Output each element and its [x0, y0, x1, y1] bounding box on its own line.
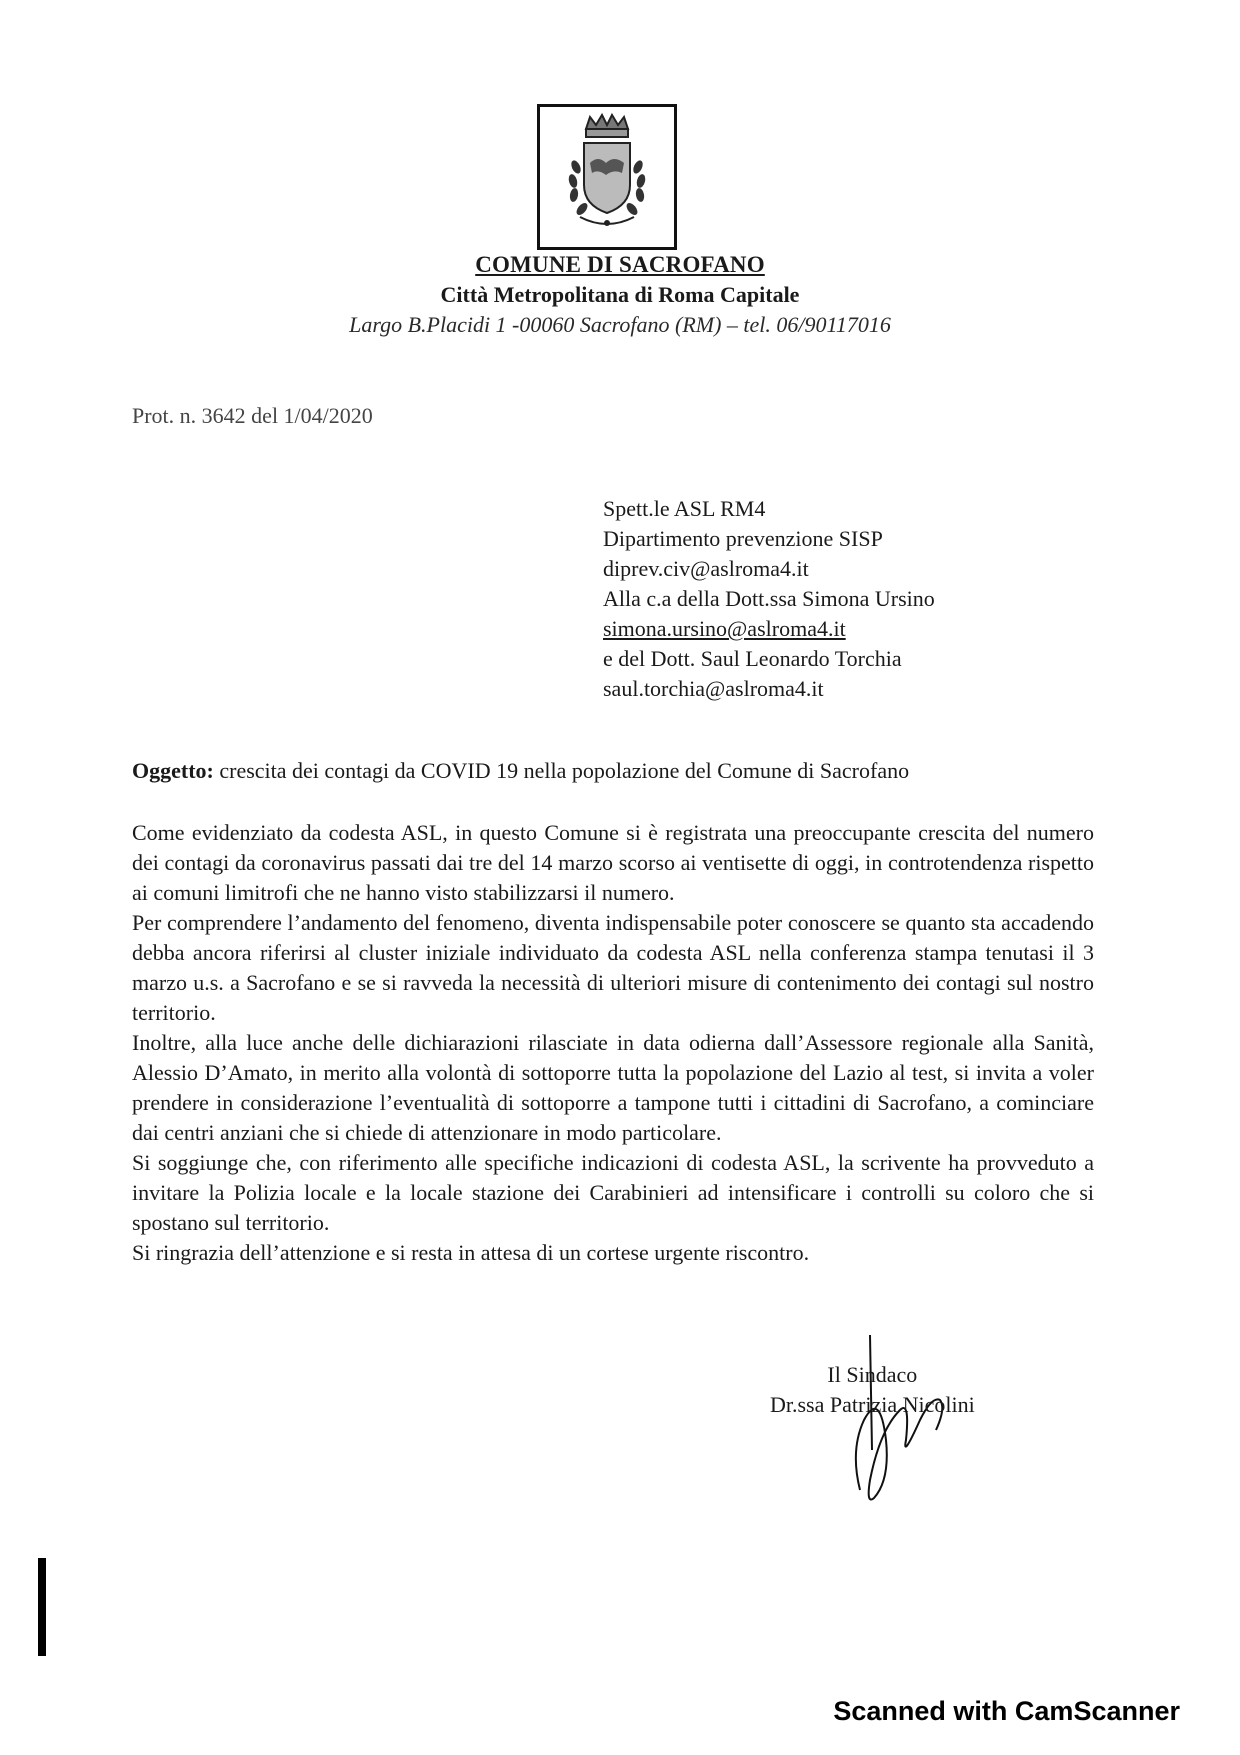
protocol-number: Prot. n. 3642 del 1/04/2020 — [132, 403, 373, 428]
body-paragraph: Si soggiunge che, con riferimento alle specifiche indicazioni di codesta ASL, la scrivente ha provveduto a invitare la Polizia locale e la locale stazione dei Carabinieri ad intensificare i controlli su coloro che si spostano sul territorio. — [132, 1150, 1094, 1235]
recipient-line: Dipartimento prevenzione SISP — [603, 526, 883, 551]
signature-block — [770, 1360, 975, 1420]
recipient-email[interactable]: saul.torchia@aslroma4.it — [603, 676, 824, 701]
crest-frame — [537, 104, 677, 250]
body-paragraph: Per comprendere l’andamento del fenomeno, diventa indispensabile poter conoscere se quanto sta accadendo debba ancora riferirsi al cluster iniziale individuato da codesta ASL nella conferenza stampa tenutasi il 3 marzo u.s. a Sacrofano e se si ravveda la necessità di ulteriori misure di contenimento dei contagi sul nostro territorio. — [132, 910, 1094, 1025]
subject-text: crescita dei contagi da COVID 19 nella popolazione del Comune di Sacrofano — [219, 758, 910, 783]
letter-body — [132, 818, 1094, 1268]
scan-margin-mark — [38, 1558, 46, 1656]
signature-name: Dr.ssa Patrizia Nicolini — [770, 1392, 975, 1417]
body-paragraph: Inoltre, alla luce anche delle dichiarazioni rilasciate in data odierna dall’Assessore regionale alla Sanità, Alessio D’Amato, in merito alla volontà di sottoporre tutta la popolazione del Lazio al test, si invita a voler prendere in considerazione l’eventualità di sottoporre a tampone tutti i cittadini di Sacrofano, a cominciare dai centri anziani che si chiede di attenzionare in modo particolare. — [132, 1030, 1094, 1145]
body-paragraph: Si ringrazia dell’attenzione e si resta in attesa di un cortese urgente riscontro. — [132, 1240, 810, 1265]
signature-title: Il Sindaco — [827, 1362, 918, 1387]
recipient-line: Alla c.a della Dott.ssa Simona Ursino — [603, 586, 935, 611]
body-paragraph: Come evidenziato da codesta ASL, in questo Comune si è registrata una preoccupante crescita del numero dei contagi da coronavirus passati dai tre del 14 marzo scorso ai ventisette di oggi, in controtendenza rispetto ai comuni limitrofi che ne hanno visto stabilizzarsi il numero. — [132, 820, 1094, 905]
recipient-email-link[interactable]: simona.ursino@aslroma4.it — [603, 616, 846, 641]
scanner-watermark: Scanned with CamScanner — [833, 1696, 1180, 1726]
municipal-crest-icon — [540, 107, 674, 247]
recipient-line: e del Dott. Saul Leonardo Torchia — [603, 646, 902, 671]
org-subtitle: Città Metropolitana di Roma Capitale — [440, 282, 800, 307]
org-address: Largo B.Placidi 1 -00060 Sacrofano (RM) – tel. 06/90117016 — [349, 312, 891, 337]
org-name: COMUNE DI SACROFANO — [475, 252, 765, 277]
recipient-email[interactable]: diprev.civ@aslroma4.it — [603, 556, 809, 581]
subject-label: Oggetto: — [132, 758, 214, 783]
subject-line — [132, 758, 909, 784]
recipient-line: Spett.le ASL RM4 — [603, 496, 766, 521]
recipient-block — [603, 494, 935, 704]
